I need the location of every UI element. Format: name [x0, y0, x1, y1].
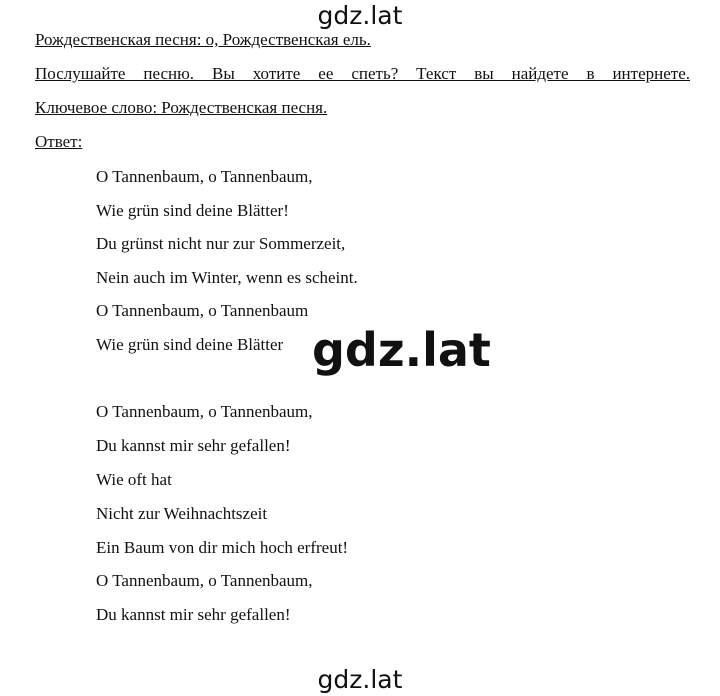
poem-line: Ein Baum von dir mich hoch erfreut! — [96, 538, 349, 557]
task-title: Рождественская песня: о, Рождественская ель. — [35, 30, 371, 49]
poem-line: Du grünst nicht nur zur Sommerzeit, — [96, 234, 346, 253]
task-instruction: Послушайте песню. Вы хотите ее спеть? Текст вы найдете в интернете. — [35, 64, 690, 83]
poem-line: Nein auch im Winter, wenn es scheint. — [96, 268, 358, 287]
poem-line: O Tannenbaum, o Tannenbaum, — [96, 571, 313, 590]
watermark-center: gdz.lat — [312, 323, 491, 377]
poem-line: Wie grün sind deine Blätter! — [96, 201, 289, 220]
poem-line: Wie oft hat — [96, 470, 172, 489]
poem-line: O Tannenbaum, o Tannenbaum — [96, 301, 309, 320]
poem-line: Wie grün sind deine Blätter — [96, 335, 284, 354]
poem-line: Du kannst mir sehr gefallen! — [96, 436, 291, 455]
poem-line: Nicht zur Weihnachtszeit — [96, 504, 268, 523]
answer-label: Ответ: — [35, 132, 83, 151]
poem-line: O Tannenbaum, o Tannenbaum, — [96, 167, 313, 186]
watermark-bottom: gdz.lat — [317, 665, 403, 694]
task-keyword: Ключевое слово: Рождественская песня. — [35, 98, 328, 117]
poem-line: Du kannst mir sehr gefallen! — [96, 605, 291, 624]
watermark-top: gdz.lat — [317, 1, 403, 30]
poem-line: O Tannenbaum, o Tannenbaum, — [96, 402, 313, 421]
